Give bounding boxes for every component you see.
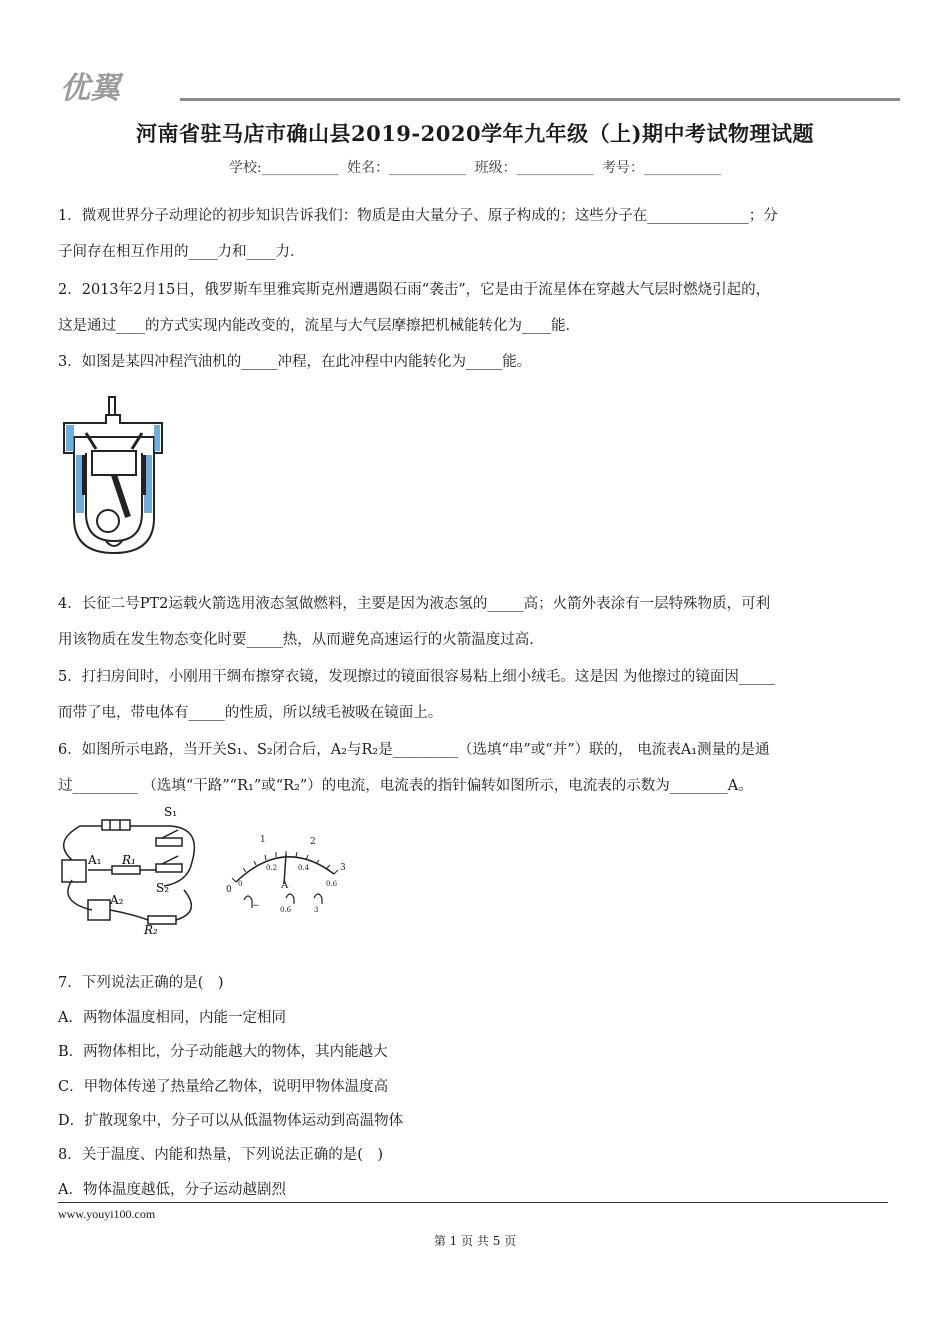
question-8 <box>58 1138 888 1207</box>
option-a[interactable]: A．两物体温度相同，内能一定相同 <box>58 1009 286 1026</box>
tick-label: 0.2 <box>266 864 278 872</box>
page-number: 第 1 页 共 5 页 <box>433 1234 517 1248</box>
question-1 <box>58 198 888 270</box>
wire <box>130 826 194 886</box>
question-line: 6．如图所示电路，当开关S₁、S₂闭合后，A₂与R₂是_________（选填“串”或“并”）联的， 电流表A₁测量的是通 <box>58 742 770 758</box>
battery <box>102 820 130 830</box>
wire <box>176 890 191 920</box>
wire <box>110 910 148 920</box>
piston <box>92 451 136 475</box>
footer-site[interactable]: www.youyi100.com <box>58 1207 156 1221</box>
switch-s2 <box>156 864 182 872</box>
footer-rule <box>58 1202 888 1203</box>
unit-label: A <box>281 880 289 891</box>
question-line: 4．长征二号PT2运载火箭选用液态氢做燃料，主要是因为液态氢的_____高；火箭外表涂有一层特殊物质，可利 <box>58 596 771 612</box>
number-field[interactable]: 考号：___________ <box>602 160 722 176</box>
class-field[interactable]: 班级：___________ <box>474 160 594 176</box>
question-line: 过_________ （选填“干路”“R₁”或“R₂”）的电流，电流表的指针偏转如图所示，电流表的示数为________A。 <box>58 778 753 794</box>
question-line: 用该物质在发生物态变化时要_____热，从而避免高速运行的火箭温度过高. <box>58 632 534 648</box>
question-7 <box>58 966 888 1139</box>
terminal-label: 3 <box>314 906 319 914</box>
question-line: 2．2013年2月15日，俄罗斯车里雅宾斯克州遭遇陨石雨“袭击”，它是由于流星体在穿越大气层时燃烧引起的， <box>58 282 771 298</box>
resistor-r1 <box>112 866 140 874</box>
label-a2: A₂ <box>110 893 124 907</box>
question-4 <box>58 586 888 658</box>
ammeter-dial <box>222 828 352 920</box>
question-line: 1．微观世界分子动理论的初步知识告诉我们：物质是由大量分子、原子构成的；这些分子在______________；分 <box>58 208 778 224</box>
header-rule <box>180 98 900 101</box>
tick-label: 3 <box>340 863 346 873</box>
tick-label: 0.6 <box>326 880 338 888</box>
brand-logo-text: 优翼 <box>60 71 120 106</box>
label-r1: R₁ <box>122 853 136 867</box>
connecting-rod <box>114 475 128 517</box>
engine-diagram <box>62 393 170 561</box>
switch-lever <box>162 856 178 864</box>
question-3 <box>58 344 888 380</box>
tick-label: 2 <box>310 837 316 847</box>
switch-lever <box>162 830 178 838</box>
name-field[interactable]: 姓名：___________ <box>347 160 467 176</box>
question-line: 3．如图是某四冲程汽油机的_____冲程，在此冲程中内能转化为_____能。 <box>58 354 532 370</box>
valves <box>86 433 142 449</box>
terminal-label: − <box>252 901 260 911</box>
label-r2: R₂ <box>144 923 158 937</box>
tick-label: 0.4 <box>298 864 310 872</box>
question-stem: 7．下列说法正确的是( ) <box>58 975 224 991</box>
question-6 <box>58 732 888 804</box>
label-a1: A₁ <box>88 853 102 867</box>
question-line: 子间存在相互作用的____力和____力． <box>58 244 305 260</box>
tick-label: 0 <box>226 885 232 895</box>
question-line: 这是通过____的方式实现内能改变的，流星与大气层摩擦把机械能转化为____能． <box>58 318 580 334</box>
page-title: 河南省驻马店市确山县2019-2020学年九年级（上)期中考试物理试题 <box>135 121 815 146</box>
question-line: 而带了电，带电体有_____的性质，所以绒毛被吸在镜面上。 <box>58 705 443 721</box>
label-s2: S₂ <box>156 881 170 895</box>
student-info-line <box>0 157 950 177</box>
cylinder-inner <box>86 453 142 541</box>
question-stem: 8．关于温度、内能和热量，下列说法正确的是( ) <box>58 1147 384 1163</box>
option-b[interactable]: B．两物体相比，分子动能越大的物体，其内能越大 <box>58 1044 388 1060</box>
question-5 <box>58 659 888 731</box>
label-s1: S₁ <box>164 805 178 819</box>
cylinder-head <box>64 415 162 453</box>
tick-label: 1 <box>260 835 266 845</box>
ammeter-a1 <box>62 860 86 882</box>
spark-plug <box>109 397 115 415</box>
switch-s1 <box>156 838 182 846</box>
circuit-diagram <box>52 802 202 940</box>
option-a[interactable]: A．物体温度越低，分子运动越剧烈 <box>58 1181 286 1198</box>
option-d[interactable]: D．扩散现象中，分子可以从低温物体运动到高温物体 <box>58 1113 404 1129</box>
crank-wheel <box>97 510 119 532</box>
brand-logo <box>60 66 200 106</box>
option-c[interactable]: C．甲物体传递了热量给乙物体，说明甲物体温度高 <box>58 1078 389 1095</box>
terminal-label: 0.6 <box>280 906 292 914</box>
question-2 <box>58 272 888 344</box>
question-line: 5．打扫房间时，小刚用干绸布擦穿衣镜，发现擦过的镜面很容易粘上细小绒毛。这是因 为他擦过的镜面因_____ <box>58 669 776 685</box>
school-field[interactable]: 学校:___________ <box>228 160 339 176</box>
tick-label: 0 <box>238 880 243 888</box>
